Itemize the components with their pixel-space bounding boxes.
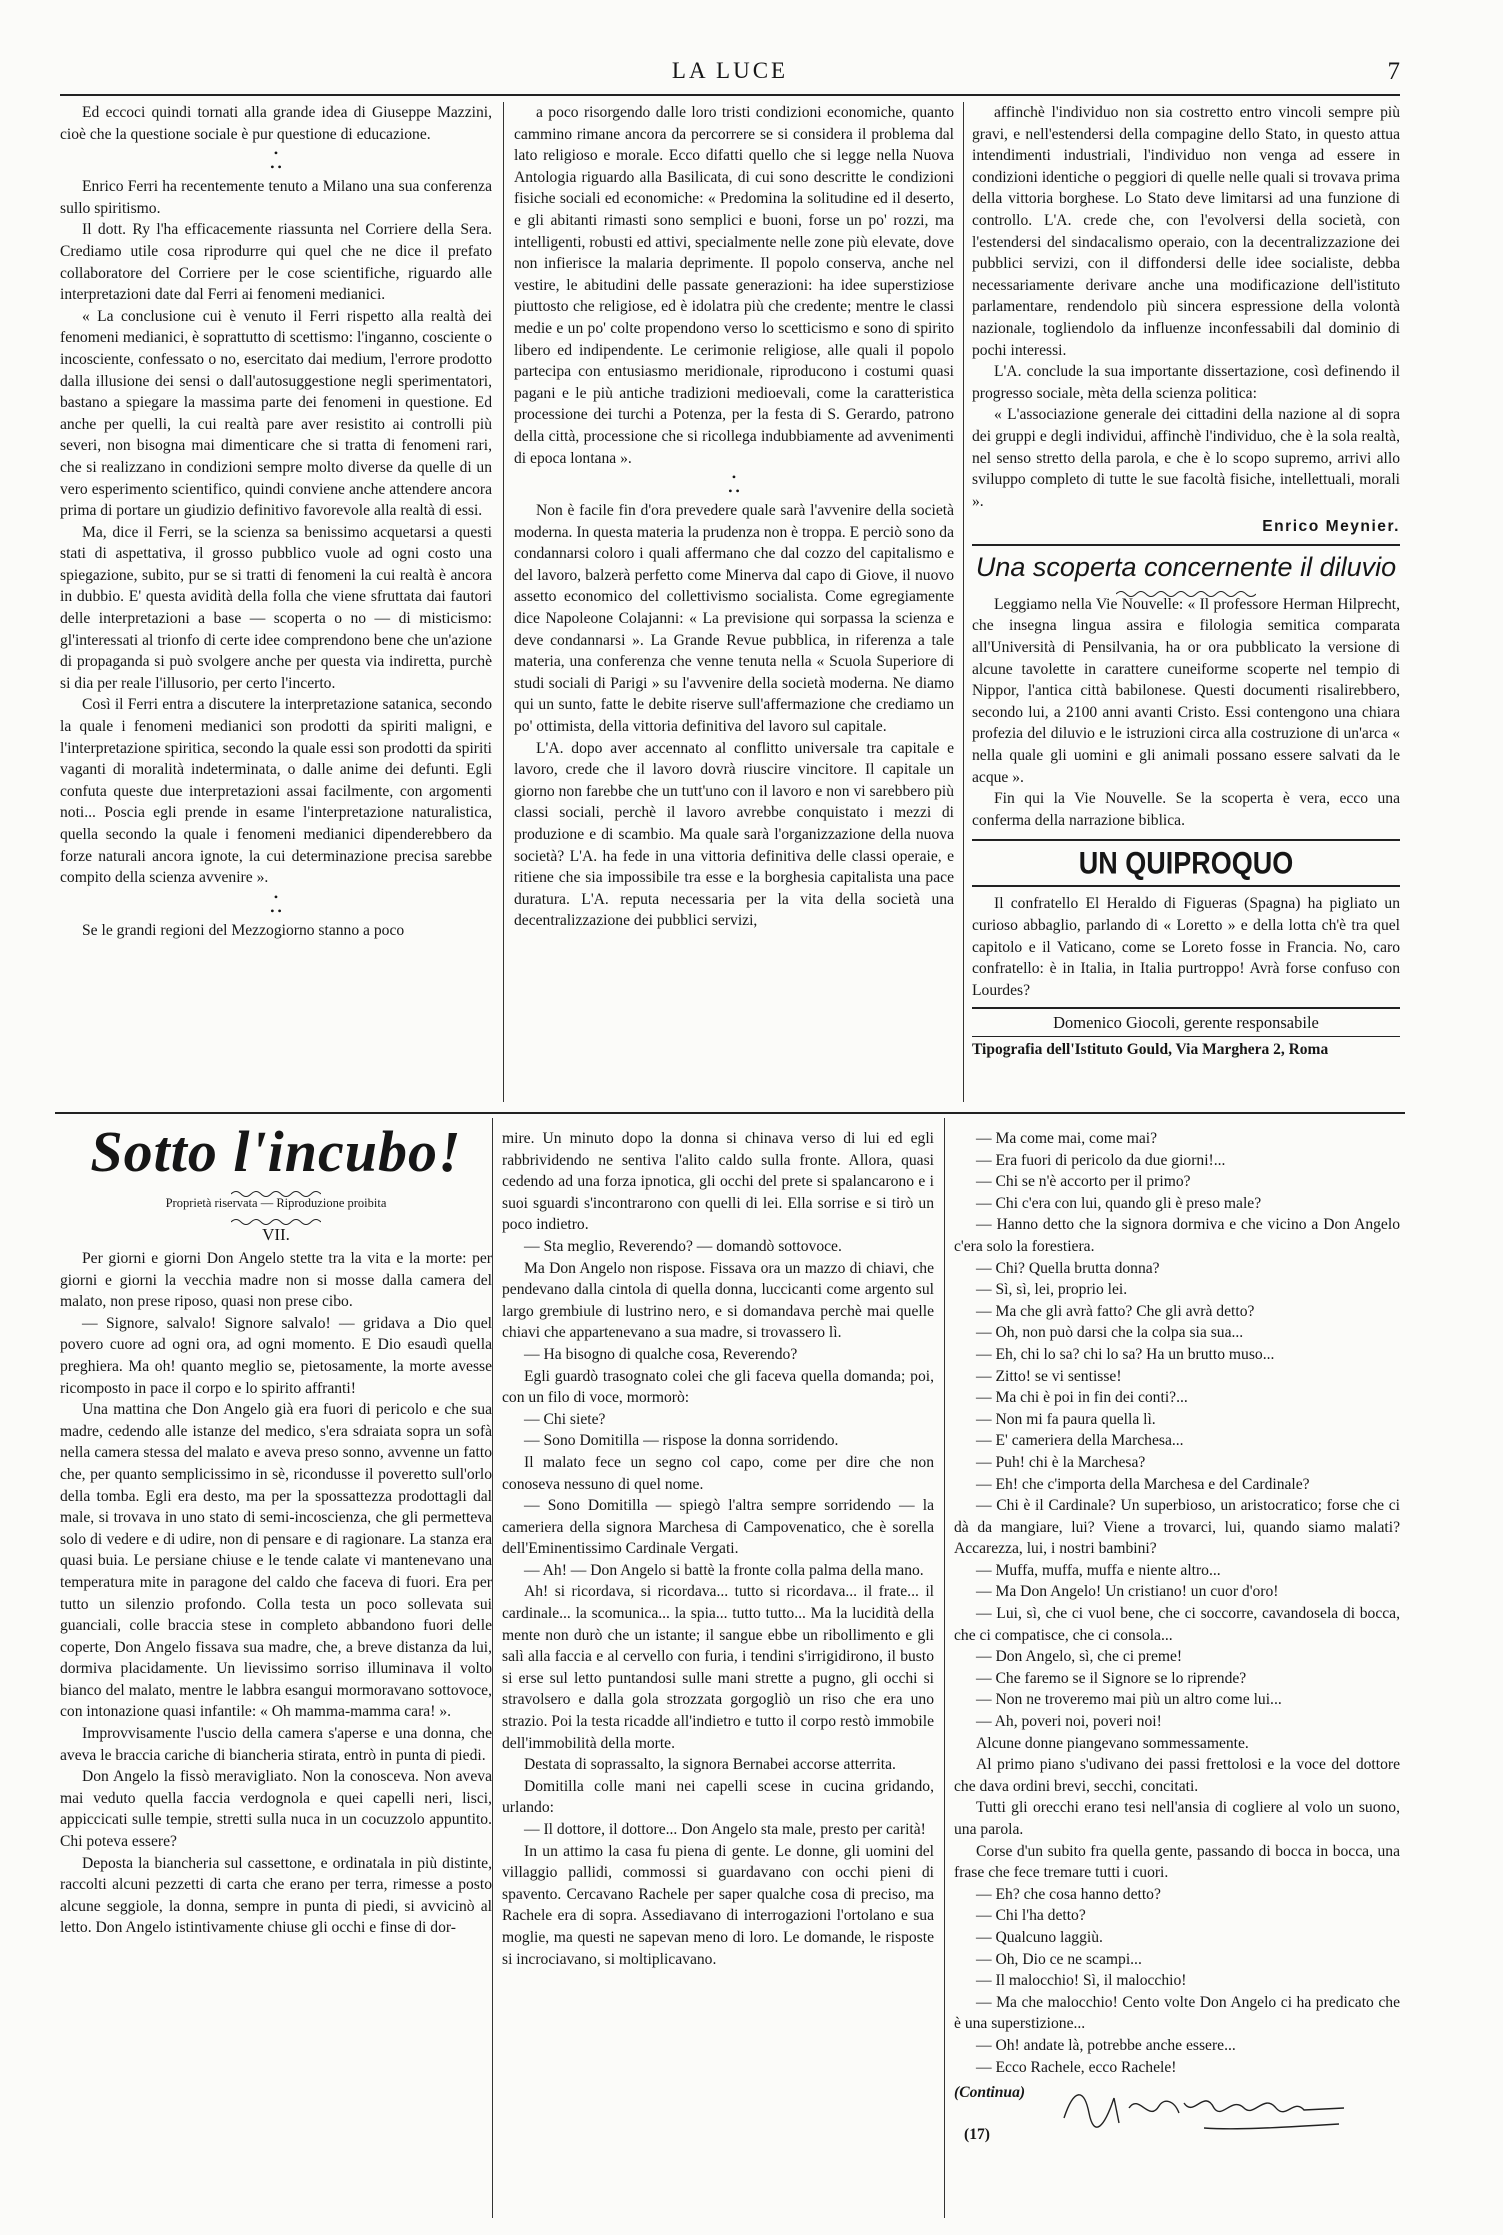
dialogue-line: — Ma che malocchio! Cento volte Don Angelo ci ha predicato che è una superstizione... — [954, 1993, 1400, 2033]
dialogue-line: — Eh! che c'importa della Marchesa e del Cardinale? — [976, 1475, 1310, 1493]
paragraph: Ah! si ricordava, si ricordava... tutto si ricordava... il frate... il cardinale... la scomunica... la spia... tutto tutto... Ma la lucidità della mente non durò che un istante; il sangue ebbe un ribollimento e gli salì alla faccia e al cervello con furia, i tendini s'irrigidirono, il busto si erse sul letto puntandosi sulle mani strette a pugno, gli occhi si stravolsero e dalla gola strozzata gorgogliò un riso che era uno strazio. Poi la testa ricadde all'indietro e tutto il corpo restò immobile dell'immobilità della morte. — [502, 1583, 934, 1752]
article-title: Una scoperta concernente il diluvio — [975, 551, 1397, 582]
paragraph: « L'associazione generale dei cittadini della nazione al di sopra dei gruppi e degli individui, affinchè l'individuo, che è la sola realtà, nel senso stretto della parola, e che è lo scopo supremo, arrivi allo sviluppo completo di tutte le sue facoltà fisiche, intellettuali, morali ». — [972, 406, 1400, 510]
box-rule — [972, 885, 1400, 887]
dialogue-line: — Chi l'ha detto? — [976, 1907, 1086, 1925]
paragraph: Il malato fece un segno col capo, come per dire che non conoseva nessuno di quel nome. — [502, 1453, 934, 1493]
paragraph: « La conclusione cui è venuto il Ferri rispetto alla realtà dei fenomeni medianici, è soprattutto di scettismo: l'inganno, cosciente o incosciente, confessato o no, esercitato dai medium, l'errore prodotto dalla illusione dei sensi o dall'autosuggestione negli sperimentatori, bastano a spiegare la massima parte dei fenomeni in questione. Ed anche per quelli, la cui realtà pare aver resistito ai controlli più severi, non bisogna mai dimenticare che si tratta di fenomeni rari, che si realizzano in condizioni sempre molto diverse da quelle di un vero esperimento scientifico, quindi conviene anche attendere ancora prima di portare un giudizio definitivo favorevole alla realtà di essi. — [60, 307, 492, 520]
serial-column-3 — [954, 1128, 1400, 2222]
paragraph: Ed eccoci quindi tornati alla grande idea di Giuseppe Mazzini, cioè che la questione sociale è pur questione di educazione. — [60, 104, 492, 143]
dialogue-line: — Chi se n'è accorto per il primo? — [976, 1173, 1191, 1191]
column-rule — [503, 102, 504, 1102]
paragraph: Enrico Ferri ha recentemente tenuto a Milano una sua conferenza sullo spiritismo. — [60, 178, 492, 217]
ornament — [60, 1184, 492, 1194]
paragraph: mire. Un minuto dopo la donna si chinava verso di lui ed egli rabbrividendo ne sentiva l'alito caldo sulla fronte. Allora, quasi cedendo ad una forza ipnotica, gli occhi del prete si spalancarono e i suoi sguardi s'incontrarono con quelli di lei. Ella sorrise e si tirò un poco indietro. — [502, 1130, 934, 1234]
box-rule — [972, 1007, 1400, 1009]
dialogue-line: — Ecco Rachele, ecco Rachele! — [976, 2058, 1177, 2076]
dialogue-line: — Qualcuno laggiù. — [976, 1928, 1103, 1946]
dialogue-line: — Che faremo se il Signore se lo riprende? — [976, 1669, 1247, 1687]
paragraph: — Ha bisogno di qualche cosa, Reverendo? — [524, 1345, 798, 1363]
column-rule — [944, 1118, 945, 2218]
paragraph: a poco risorgendo dalle loro tristi condizioni economiche, quanto cammino rimane ancora da percorrere se si considera il problema dal lato religioso e morale. Ecco difatti quello che si legge nella Nuova Antologia riguardo alla Basilicata, di cui sono descritte le condizioni fisiche sociali ed economiche: « Predomina la solitudine ed il deserto, e gli abitanti rimasti sono semplici e buoni, forse un po' rozzi, ma intelligenti, robusti ed attivi, specialmente nelle zone più elevate, dove non infierisce la malaria deprimente. Il popolo conserva, anche nel vestire, le abitudini delle passate generazioni: ha idee superstiziose piuttosto che religiose, ed è idolatra più che credente; mentre le classi medie e un po' colte propendono verso lo scetticismo e sono di spirito libero ed indipendente. Le cerimonie religiose, alle quali il popolo partecipa con entusiasmo meridionale, riproducono i costumi quasi pagani e le più antiche tradizioni medioevali, come la caratteristica processione dei turchi a Potenza, per la festa di S. Gerardo, patrono della città, processione che si ricollega indubbiamente ad avvenimenti di epoca lontana ». — [514, 104, 954, 467]
paragraph: — Il dottore, il dottore... Don Angelo sta male, presto per carità! — [524, 1821, 926, 1838]
dialogue-line: — Ma chi è poi in fin dei conti?... — [976, 1389, 1188, 1407]
paragraph: Improvvisamente l'uscio della camera s'aperse e una donna, che aveva le braccia cariche di biancheria stirata, entrò in punta di piedi. — [60, 1725, 492, 1764]
serial-column-1 — [60, 1120, 492, 2222]
dialogue-line: — Non mi fa paura quella lì. — [976, 1410, 1156, 1428]
asterism: • • • — [270, 889, 282, 918]
paragraph: Al primo piano s'udivano dei passi frettolosi e la voce del dottore che dava ordini brevi, secchi, concitati. — [954, 1756, 1400, 1795]
handwritten-signature — [1054, 2078, 1354, 2138]
paragraph: Il confratello El Heraldo di Figueras (Spagna) ha pigliato un curioso abbaglio, parlando di « Loretto » e della lotta ch'è tra quel capitolo e il Vaticano, come se Loreto fosse in Francia. No, caro confratello: è in Italia, in Italia purtroppo! Avrà forse confuso con Lourdes? — [972, 895, 1400, 999]
paragraph: Se le grandi regioni del Mezzogiorno stanno a poco — [82, 921, 405, 939]
paragraph: In un attimo la casa fu piena di gente. Le donne, gli uomini del villaggio pallidi, commossi si guardavano con occhi pieni di spavento. Cercavano Rachele per saper qualche cosa di preciso, ma Rachele era di sopra. Assediavano di interrogazioni l'ortolano e sua moglie, ma questi ne sapevan meno di loro. Le domande, le risposte si incrociavano, si moltiplicavano. — [502, 1842, 934, 1968]
box-rule — [972, 544, 1400, 546]
article-title: UN QUIPROQUO — [1078, 846, 1294, 881]
paragraph: L'A. conclude la sua importante dissertazione, così definendo il progresso sociale, mèta della scienza politica: — [972, 363, 1400, 402]
printer-imprint: Tipografia dell'Istituto Gould, Via Marghera 2, Roma — [972, 1041, 1329, 1059]
ornament — [972, 584, 1400, 594]
dialogue-line: — Era fuori di pericolo da due giorni!... — [976, 1151, 1226, 1169]
dialogue-line: — Oh, Dio ce ne scampi... — [976, 1950, 1142, 1968]
dialogue-line: — Oh! andate là, potrebbe anche essere... — [976, 2036, 1236, 2054]
column-rule — [963, 102, 964, 1102]
asterism: • • • — [728, 470, 740, 499]
author-signature: Enrico Meynier. — [1262, 518, 1400, 536]
paragraph: — Sono Domitilla — spiegò l'altra sempre sorridendo — la cameriera della signora Marchesa di Campovenatico, che è sorella dell'Eminentissimo Cardinale Vergati. — [502, 1497, 934, 1558]
paragraph: Destata di soprassalto, la signora Bernabei accorse atterrita. — [524, 1756, 896, 1774]
dialogue-line: — Eh? che cosa hanno detto? — [976, 1885, 1161, 1903]
paragraph: L'A. dopo aver accennato al conflitto universale tra capitale e lavoro, crede che il lavoro dovrà riuscire vincitore. Il capitale un giorno non farebbe che un tutt'uno con il lavoro e non vi sarebbero più classi sociali, perchè il lavoro avrebbe conquistato i mezzi di produzione e di scambio. Ma quale sarà l'organizzazione della nuova società? L'A. ha fede in una vittoria definitiva delle classi operaie, e ritiene che sia impossibile tra esse e la borghesia capitalista una pace duratura. L'A. reputa necessaria per la vita della società una decentralizzazione dei pubblici servizi, — [514, 739, 954, 930]
paragraph: affinchè l'individuo non sia costretto entro vincoli sempre più gravi, e nell'estendersi della compagine dello Stato, in questo attua intendimenti industriali, l'individuo non venga ad essere in condizioni identiche o peggiori di quelle nelle quali si trovava prima della vittoria borghese. Lo Stato deve limitarsi ad una funzione di controllo. L'A. crede che, con l'evolversi della società, con l'estendersi del sindacalismo operaio, con la decentralizzazione dei pubblici servizi, con il diffondersi delle idee socialiste, debba necessariamente derivare anche una modificazione dell'istituto parlamentare, rendendolo più sincera espressione della volontà nazionale, togliendolo da influenze inconfessabili dal dominio di pochi interessi. — [972, 104, 1400, 359]
paragraph: Alcune donne piangevano sommessamente. — [976, 1734, 1249, 1752]
section-divider — [55, 1112, 1405, 1114]
dialogue-line: — Puh! chi è la Marchesa? — [976, 1453, 1146, 1471]
dialogue-line: — Ma che gli avrà fatto? Che gli avrà detto? — [976, 1302, 1255, 1320]
paragraph: Deposta la biancheria sul cassettone, e ordinatala in più distinte, raccolti alcuni pezzetti di carta che erano per terra, rimesse a posto alcune seggiole, la donna, sempre in punta di piedi, si avvicinò al letto. Don Angelo istintivamente chiuse gli occhi e finse di dor- — [60, 1854, 492, 1937]
paragraph: Ma Don Angelo non rispose. Fissava ora un mazzo di chiavi, che pendevano dalla cintola di quella donna, luccicanti come argento sul largo grembiule di lustrino nero, e si domandava perchè mai quelle chiavi che appartenevano a sua madre, si trovassero lì. — [502, 1259, 934, 1342]
responsible-manager: Domenico Giocoli, gerente responsabile — [1053, 1013, 1319, 1033]
dialogue-line: — Chi è il Cardinale? Un superbioso, un aristocratico; forse che ci dà da mangiare, lui? Viene a trovarci, lui, quando siamo malati? Accarezza, lui, i nostri bambini? — [954, 1497, 1400, 1558]
rights-notice: Proprietà riservata — Riproduzione proibita — [165, 1196, 387, 1210]
dialogue-line: — Ah, poveri noi, poveri noi! — [976, 1713, 1162, 1731]
paragraph: Il dott. Ry l'ha efficacemente riassunta nel Corriere della Sera. Crediamo utile cosa riprodurre qui quel che ne dice il prefato collaboratore del Corriere per le cose scientifiche, riguardo alle interpretazioni date dal Ferri ai fenomeni medianici. — [60, 221, 492, 304]
paragraph: Leggiamo nella Vie Nouvelle: « Il professore Herman Hilprecht, che insegna lingua assira e filologia semitica comparata all'Università di Pensilvania, ha or ora pubblicato la versione di alcune tavolette in carattere cuneiforme scoperte nel tempio di Nippor, l'antica città babilonese. Questi documenti risalirebbero, secondo lui, a 2100 anni avanti Cristo. Essi contengono una chiara profezia del diluvio e le istruzioni circa alla costruzione di un'arca « nella quale gli uomini e gli animali possano essere salvati da le acque ». — [972, 595, 1400, 786]
dialogue-line: — Eh, chi lo sa? chi lo sa? Ha un brutto muso... — [976, 1345, 1275, 1363]
dialogue-line: — Don Angelo, sì, che ci preme! — [976, 1648, 1183, 1666]
serial-footer — [954, 2078, 1400, 2148]
paragraph: Una mattina che Don Angelo già era fuori di pericolo e che sua madre, cedendo alle istanze del medico, s'era sdraiata sopra un sofà nella camera stessa del malato e aveva preso sonno, avvenne un fatto che, per quanto semplicissimo in sè, ricondusse il poveretto sull'orlo della tomba. Egli era desto, ma per la spossattezza prodottagli dal male, si trovava in uno stato di semi-incoscienza, che gli permetteva solo di vedere e di udire, non di pensare e di ragionare. La stanza era quasi buia. Le persiane chiuse e le tende calate vi mantenevano una temperatura mite in paragone del caldo che faceva di fuori. Era per tutto un silenzio profondo. Colla testa un poco sollevata sui guanciali, colle braccia stese in completo abbandono fuori delle coperte, Don Angelo fissava sua madre, che, a breve distanza da lui, dormiva placidamente. Un lievissimo sorriso illuminava il volto bianco del malato, mentre le labbra esangui mormoravano sottovoce, con intonazione quasi infantile: « Oh mamma-mamma cara! ». — [60, 1401, 492, 1721]
ornament — [60, 1212, 492, 1222]
dialogue-line: — Chi? Quella brutta donna? — [976, 1259, 1160, 1277]
paragraph: — Sta meglio, Reverendo? — domandò sottovoce. — [524, 1237, 842, 1255]
paragraph: Così il Ferri entra a discutere la interpretazione satanica, secondo la quale i fenomeni medianici son prodotti da spiriti maligni, e l'interpretazione spiritica, secondo la quale essi son prodotti da spiriti vaganti di moralità indeterminata, o dalle anime dei defunti. Egli confuta queste due interpretazioni assai facilmente, con argomenti noti... Poscia egli prende in esame l'interpretazione naturalistica, quella secondo la quale i fenomeni medianici dipenderebbero da forze naturali ancora ignote, la cui determinazione precisa sarebbe compito della scienza avvenire ». — [60, 696, 492, 887]
paragraph: Fin qui la Vie Nouvelle. Se la scoperta è vera, ecco una conferma della narrazione biblica. — [972, 790, 1400, 829]
paragraph: Domitilla colle mani nei capelli scese in cucina gridando, urlando: — [502, 1777, 934, 1817]
newspaper-title: LA LUCE — [671, 58, 789, 83]
serial-column-2 — [502, 1128, 934, 2222]
header-rule — [60, 94, 1400, 96]
box-rule — [972, 839, 1400, 841]
box-rule — [972, 1036, 1400, 1037]
installment-number: (17) — [964, 2126, 990, 2144]
upper-column-1 — [60, 102, 492, 1105]
dialogue-line: — Sì, sì, lei, proprio lei. — [976, 1281, 1128, 1299]
paragraph: Tutti gli orecchi erano tesi nell'ansia di cogliere al volo un suono, una parola. — [954, 1799, 1400, 1838]
dialogue-line: — Muffa, muffa, muffa e niente altro... — [976, 1561, 1221, 1579]
serial-title: Sotto l'incubo! — [90, 1120, 462, 1184]
paragraph: Per giorni e giorni Don Angelo stette tra la vita e la morte: per giorni e giorni la vecchia madre non si mosse dalla camera del malato, non prese riposo, quasi non prese cibo. — [60, 1250, 492, 1311]
chapter-number: VII. — [262, 1225, 290, 1244]
paragraph: Non è facile fin d'ora prevedere quale sarà l'avvenire della società moderna. In questa materia la prudenza non è troppa. E perciò sono da condannarsi coloro i quali affermano che dal cozzo del capitalismo e del lavoro, balzerà perfetto come Minerva dal capo di Giove, il nuovo assetto economico del collettivismo socialista. Come egregiamente dice Napoleone Colajanni: « La previsione qui sorpassa la scienza e deve condannarsi ». La Grande Revue pubblica, in riferenza a tale materia, una conferenza che venne tenuta nella « Scuola Superiore di studi sociali di Parigi » su l'avvenire della società moderna. Ne diamo qui un sunto, fatte le debite riserve sull'affermazione che crediamo un po' ottimista, della vittoria definitiva del lavoro sul capitale. — [514, 502, 954, 736]
dialogue-line: — Oh, non può darsi che la colpa sia sua... — [976, 1324, 1244, 1342]
dialogue-line: — Non ne troveremo mai più un altro come lui... — [976, 1691, 1282, 1709]
dialogue-line: — Chi c'era con lui, quando gli è preso male? — [976, 1194, 1262, 1212]
paragraph: — Ah! — Don Angelo si battè la fronte colla palma della mano. — [524, 1561, 924, 1579]
paragraph: Corse d'un subito fra quella gente, passando di bocca in bocca, una frase che fece tremare tutti i cuori. — [954, 1842, 1400, 1882]
asterism: • • • — [270, 146, 282, 175]
dialogue-line: — Ma Don Angelo! Un cristiano! un cuor d'oro! — [976, 1583, 1279, 1601]
paragraph: Egli guardò trasognato colei che gli faceva quella domanda; poi, con un filo di voce, mormorò: — [502, 1367, 934, 1407]
dialogue-line: — Ma come mai, come mai? — [976, 1130, 1157, 1147]
paragraph: — Signore, salvalo! Signore salvalo! — gridava a Dio quel povero cuore ad ogni ora, ad ogni momento. E Dio esaudì quella preghiera. Ma oh! quanto meglio se, pietosamente, la morte avesse ricomposto in pace il corpo e lo spirito affranti! — [60, 1314, 492, 1397]
dialogue-line: — Lui, sì, che ci vuol bene, che ci soccorre, cavandosela di bocca, che ci compatisce, che ci consola... — [954, 1605, 1400, 1644]
page-number: 7 — [1387, 58, 1400, 85]
paragraph: Don Angelo la fissò meravigliato. Non la conosceva. Non aveva mai veduto quella faccia verdognola e quei capelli neri, lisci, appiccicati sulle tempie, stretti sulla nuca in un cocuzzolo appuntito. Chi poteva essere? — [60, 1768, 492, 1851]
paragraph: Ma, dice il Ferri, se la scienza sa benissimo acquetarsi a questi stati di aspettativa, il grosso pubblico vuole ad ogni costo una spiegazione, subito, pur se si tratti di fenomeni la cui realtà è ancora in dubbio. E' questa avidità della folla che viene sfruttata dai fautori delle interpretazioni a base — scoperta o no — di misticismo: gl'interessati al trionfo di certe idee comprendono bene che un'azione di propaganda si può svolgere anche per questa via indiretta, purchè si dia per reale l'illusorio, per certo l'incerto. — [60, 523, 492, 692]
dialogue-line: — E' cameriera della Marchesa... — [976, 1432, 1184, 1450]
page-header — [60, 50, 1400, 100]
paragraph: — Sono Domitilla — rispose la donna sorridendo. — [524, 1432, 839, 1450]
dialogue-line: — Il malocchio! Sì, il malocchio! — [976, 1972, 1187, 1990]
dialogue-line: — Zitto! se vi sentisse! — [976, 1367, 1122, 1385]
upper-column-2 — [514, 102, 954, 1105]
upper-column-3 — [972, 102, 1400, 1105]
dialogue-line: — Hanno detto che la signora dormiva e che vicino a Don Angelo c'era solo la forestiera. — [954, 1216, 1400, 1255]
continued-label: (Continua) — [954, 2084, 1026, 2102]
paragraph: — Chi siete? — [524, 1410, 606, 1428]
column-rule — [492, 1118, 493, 2218]
